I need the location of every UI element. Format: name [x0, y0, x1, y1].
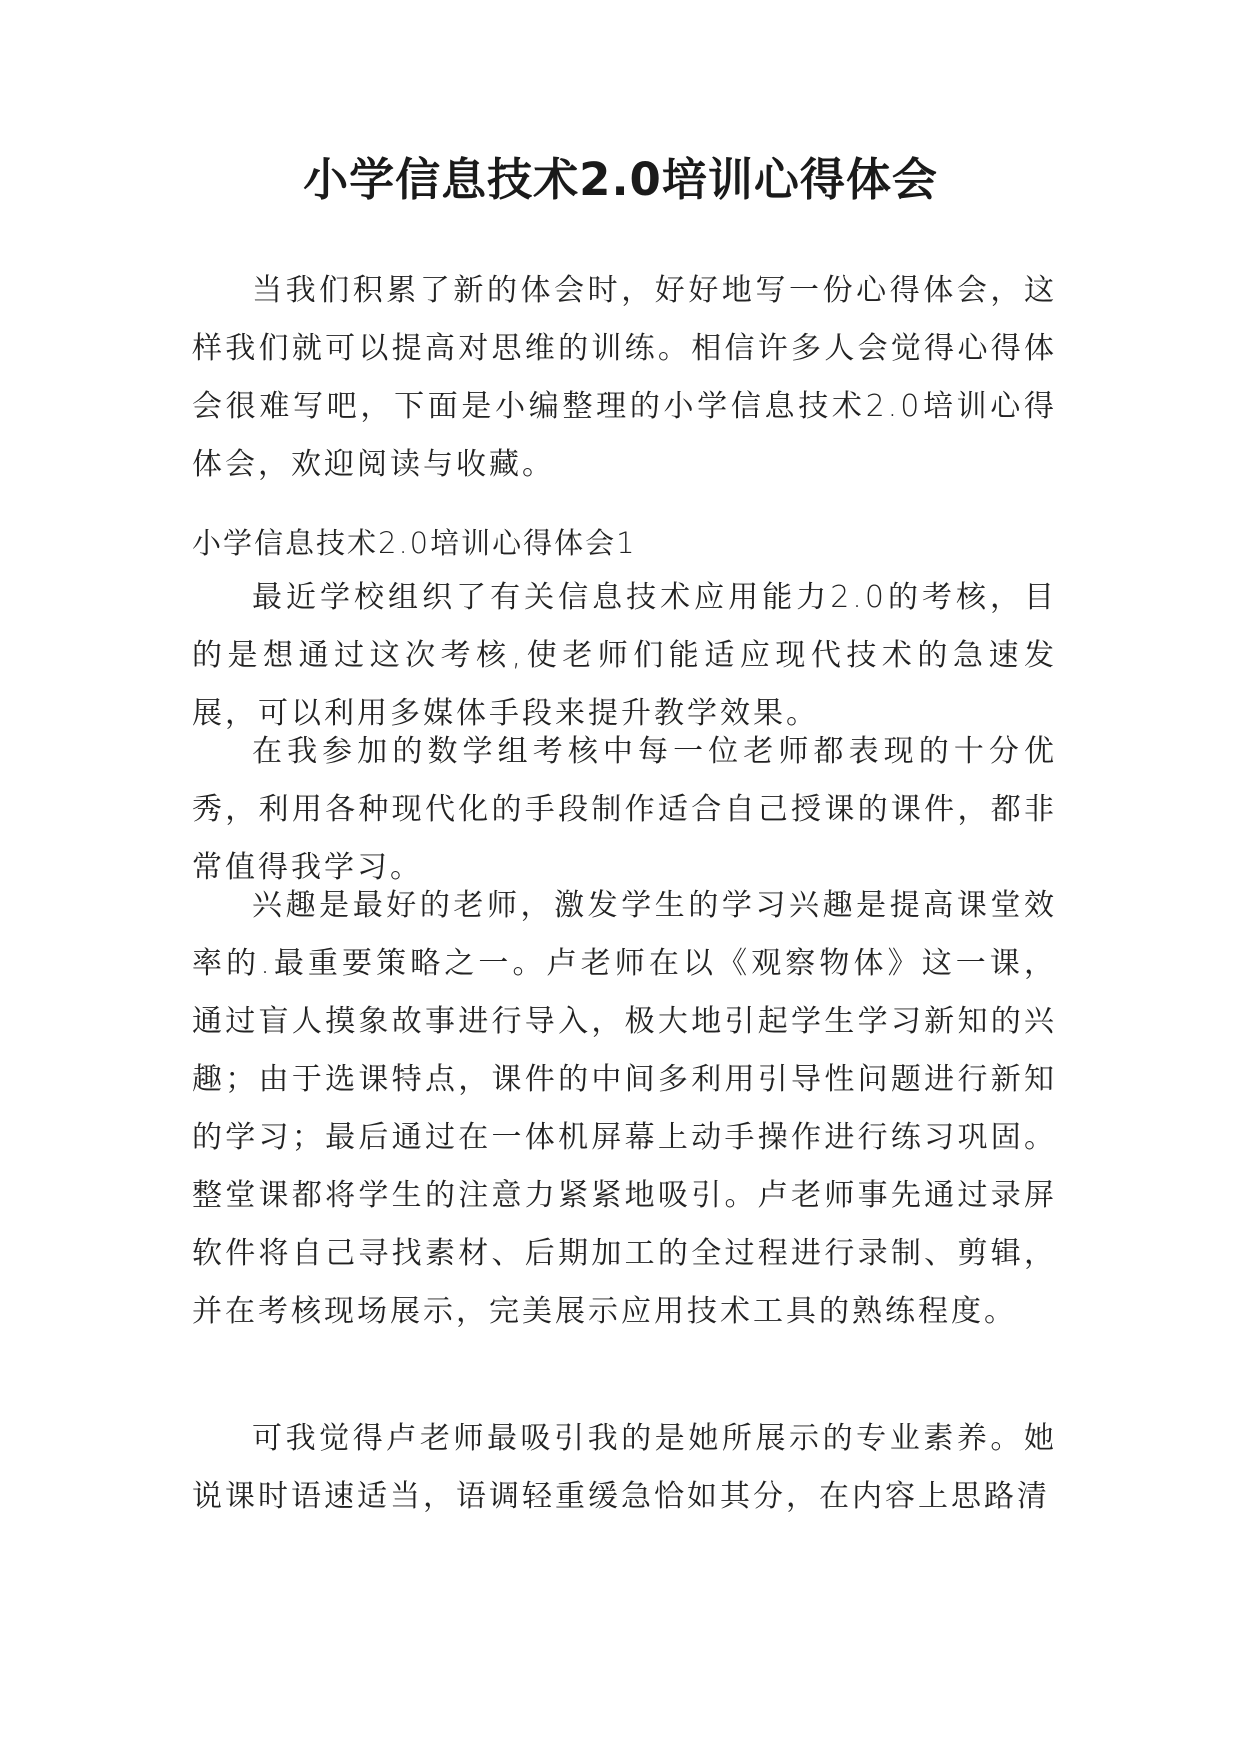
section-heading: 小学信息技术2.0培训心得体会1: [192, 526, 637, 560]
body-paragraph-4: 可我觉得卢老师最吸引我的是她所展示的专业素养。她说课时语速适当，语调轻重缓急恰如其分，在内容上思路清: [192, 1421, 1057, 1514]
intro-paragraph: 当我们积累了新的体会时，好好地写一份心得体会，这样我们就可以提高对思维的训练。相信许多人会觉得心得体会很难写吧，下面是小编整理的小学信息技术2.0培训心得体会，欢迎阅读与收藏。: [192, 273, 1057, 482]
body-paragraph-1: 最近学校组织了有关信息技术应用能力2.0的考核，目的是想通过这次考核,使老师们能适应现代技术的急速发展，可以利用多媒体手段来提升教学效果。: [192, 580, 1057, 731]
document-title: 小学信息技术2.0培训心得体会: [303, 153, 938, 206]
body-paragraph-3: 兴趣是最好的老师，激发学生的学习兴趣是提高课堂效率的.最重要策略之一。卢老师在以《观察物体》这一课，通过盲人摸象故事进行导入，极大地引起学生学习新知的兴趣；由于选课特点，课件的中间多利用引导性问题进行新知的学习；最后通过在一体机屏幕上动手操作进行练习巩固。整堂课都将学生的注意力紧紧地吸引。卢老师事先通过录屏软件将自己寻找素材、后期加工的全过程进行录制、剪辑，并在考核现场展示，完美展示应用技术工具的熟练程度。: [192, 888, 1057, 1329]
body-paragraph-2: 在我参加的数学组考核中每一位老师都表现的十分优秀，利用各种现代化的手段制作适合自己授课的课件，都非常值得我学习。: [192, 734, 1057, 885]
